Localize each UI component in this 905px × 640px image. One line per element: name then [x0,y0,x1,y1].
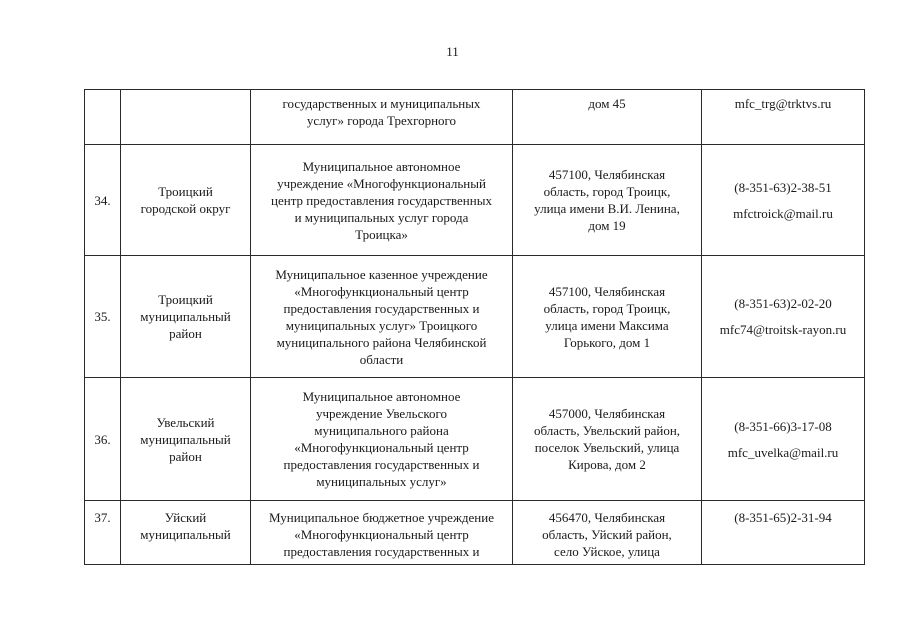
cell-line: «Многофункциональный центр [294,440,469,455]
municipality-cell [121,501,251,565]
address-cell [513,256,702,378]
cell-line: предоставления государственных и [283,300,480,316]
cell-line: улица имени В.И. Ленина, [534,201,680,216]
cell-line: Увельский [156,414,215,430]
cell-line: муниципальных услуг» [316,474,447,489]
phone-number: (8-351-65)2-31-94 [734,510,832,525]
phone-number: (8-351-63)2-38-51 [734,179,832,195]
page-number: 11 [446,44,459,59]
cell-line: Муниципальное казенное учреждение [275,266,488,282]
cell-line: район [169,448,202,464]
row-number: 36. [85,378,121,501]
email-address: mfc_uvelka@mail.ru [727,444,839,460]
cell-line: село Уйское, улица [554,544,660,559]
municipality-cell [121,90,251,145]
cell-line: «Многофункциональный центр [294,527,469,542]
row-number: 37. [85,501,121,565]
cell-line: Муниципальное автономное [302,389,461,404]
cell-line: область, город Троицк, [543,184,671,199]
cell-line: Уйский [164,510,207,525]
organization-cell [251,256,513,378]
mfc-registry-table [84,89,865,565]
cell-line: Троицкий [158,292,213,307]
phone-number: (8-351-63)2-02-20 [734,296,832,311]
table-row [85,501,865,565]
cell-line: Троицкий [158,184,213,199]
cell-line: область, город Троицк, [543,300,671,316]
email-address: mfc_trg@trktvs.ru [734,96,832,111]
contacts-cell [702,145,865,256]
cell-line: и муниципальных услуг города [294,209,469,225]
contacts-cell [702,256,865,378]
cell-line: учреждение «Многофункциональный [277,175,486,191]
cell-line: Муниципальное бюджетное учреждение [269,510,494,525]
row-number: 35. [85,256,121,378]
cell-line: поселок Увельский, улица [534,440,680,455]
cell-line: область, Уйский район, [542,527,672,542]
cell-line: дом 45 [588,96,626,111]
row-number [85,90,121,145]
cell-line: «Многофункциональный центр [294,283,469,299]
cell-line: муниципальный [140,309,231,324]
contacts-cell [702,90,865,145]
cell-line: муниципальных услуг» Троицкого [285,317,478,333]
cell-line: государственных и муниципальных [282,96,481,111]
address-cell [513,378,702,501]
cell-line: дом 19 [588,218,626,233]
municipality-cell [121,378,251,501]
cell-line: 457000, Челябинская [548,406,666,421]
cell-line: учреждение Увельского [315,406,448,421]
cell-line: улица имени Максима [545,317,669,333]
table-row [85,145,865,256]
contacts-cell [702,378,865,501]
table-row [85,90,865,145]
table-row [85,256,865,378]
organization-cell [251,378,513,501]
spacer [705,435,861,444]
cell-line: Троицка» [355,226,408,242]
cell-line: район [169,326,202,341]
cell-line: предоставления государственных и [283,544,480,559]
cell-line: 457100, Челябинская [548,283,666,299]
cell-line: муниципальный [140,527,231,542]
municipality-cell [121,256,251,378]
address-cell [513,145,702,256]
cell-line: область, Увельский район, [533,423,681,438]
cell-line: муниципального района [314,423,449,438]
cell-line: центр предоставления государственных [271,192,492,208]
email-address: mfctroick@mail.ru [733,205,833,221]
phone-number: (8-351-66)3-17-08 [734,418,832,434]
organization-cell [251,145,513,256]
cell-line: Горького, дом 1 [563,334,651,350]
organization-cell [251,501,513,565]
spacer [705,196,861,205]
cell-line: городской округ [140,201,231,216]
cell-line: 456470, Челябинская [548,510,666,525]
address-cell [513,501,702,565]
address-cell [513,90,702,145]
cell-line: услуг» города Трехгорного [306,113,457,128]
spacer [705,312,861,321]
cell-line: муниципальный [140,431,231,447]
email-address: mfc74@troitsk-rayon.ru [719,322,847,337]
organization-cell [251,90,513,145]
cell-line: Кирова, дом 2 [568,457,646,472]
municipality-cell [121,145,251,256]
cell-line: Муниципальное автономное [302,158,461,174]
cell-line: области [359,351,404,367]
cell-line: 457100, Челябинская [548,167,666,182]
row-number: 34. [85,145,121,256]
contacts-cell [702,501,865,565]
table-row [85,378,865,501]
cell-line: предоставления государственных и [283,457,480,472]
cell-line: муниципального района Челябинской [276,334,487,350]
